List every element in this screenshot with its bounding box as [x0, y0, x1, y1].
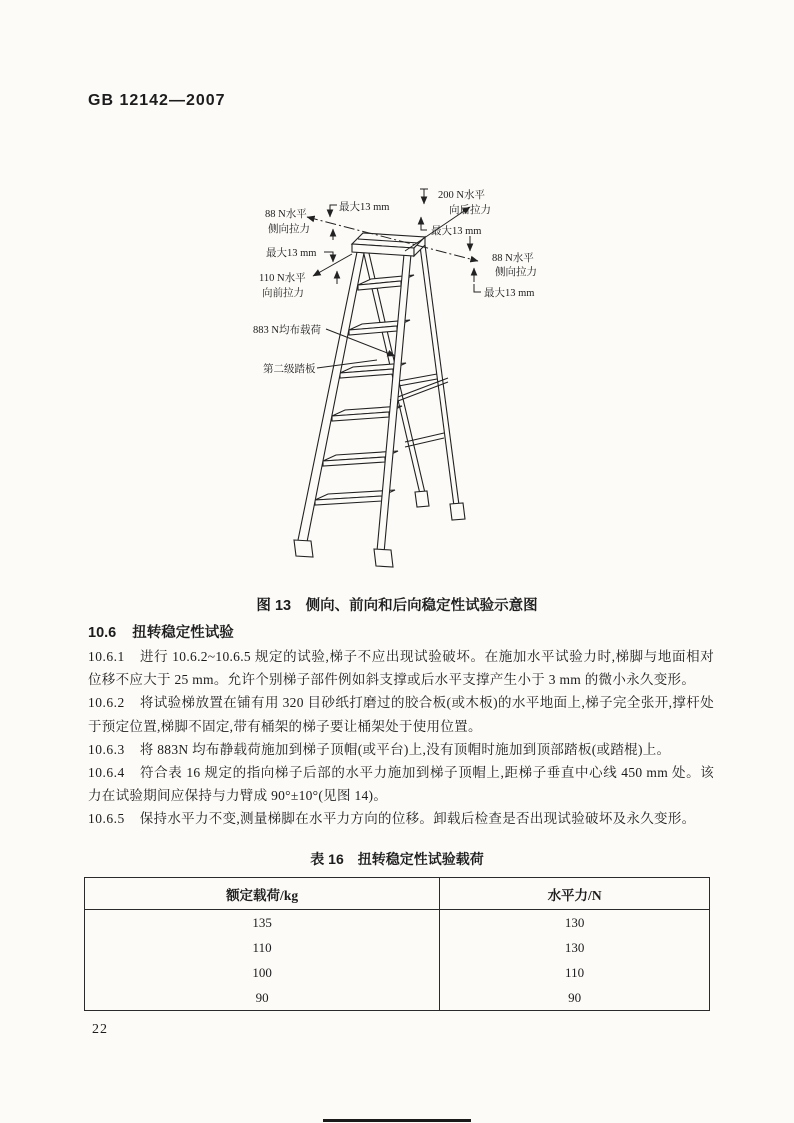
clause-text: 符合表 16 规定的指向梯子后部的水平力施加到梯子顶帽上,距梯子垂直中心线 450 mm 处。该力在试验期间应保持与力臂成 90°±10°(见图 14)。: [88, 765, 714, 804]
standard-code: GB 12142—2007: [88, 92, 226, 109]
column-header-horizontal-force: 水平力/N: [440, 878, 710, 910]
table-row: [85, 910, 710, 936]
clause-list: [88, 645, 714, 831]
clause-number: 10.6.2: [88, 695, 125, 711]
pull-front-label: 向前拉力: [262, 288, 304, 299]
load-883-label: 883 N均布载荷: [253, 325, 321, 336]
scan-artifact-mark: [323, 1119, 471, 1122]
clause-number: 10.6.4: [88, 765, 125, 781]
pull-back-label: 向后拉力: [449, 205, 491, 216]
section-number: 10.6: [88, 625, 117, 641]
horizontal-force-value: 130: [440, 935, 710, 960]
rated-load-value: 100: [252, 964, 272, 980]
rated-load-value: 135: [252, 914, 272, 930]
clause-number: 10.6.1: [88, 649, 125, 664]
horizontal-force-value: 110: [440, 960, 710, 985]
clause-paragraph: [88, 807, 714, 830]
table-row: [85, 960, 710, 985]
clause-text: 进行 10.6.2~10.6.5 规定的试验,梯子不应出现试验破坏。在施加水平试验力时,梯脚与地面相对位移不应大于 25 mm。允许个别梯子部件例如斜支撑或后水平支撑产生小于 3 mm 的微小永久变形。: [88, 649, 714, 688]
clause-number: 10.6.5: [88, 811, 125, 827]
pull-side-left-label: 侧向拉力: [268, 224, 310, 235]
clause-text: 将试验梯放置在铺有用 320 目砂纸打磨过的胶合板(或木板)的水平地面上,梯子完全张开,撑杆处于预定位置,梯脚不固定,带有桶架的梯子要让桶架处于使用位置。: [88, 695, 714, 734]
max13-label: 最大13 mm: [266, 248, 317, 259]
rated-load-value: 110: [252, 939, 272, 955]
horizontal-force-value: 130: [440, 910, 710, 936]
table-16-torsional-stability-loads: [84, 877, 710, 1011]
pull-side-right-label: 88 N水平: [492, 253, 534, 264]
table-header-row: [85, 878, 710, 910]
page-number: 22: [92, 1022, 108, 1037]
table-row: [85, 985, 710, 1011]
clause-paragraph: [88, 691, 714, 737]
pull-side-left-label: 88 N水平: [265, 209, 307, 220]
clause-paragraph: [88, 645, 714, 691]
section-title: 扭转稳定性试验: [132, 625, 234, 641]
clause-text: 将 883N 均布静载荷施加到梯子顶帽(或平台)上,没有顶帽时施加到顶部踏板(或踏棍)上。: [139, 741, 671, 757]
pull-back-label: 200 N水平: [438, 190, 485, 201]
column-header-rated-load: 额定载荷/kg: [85, 878, 440, 910]
pull-front-label: 110 N水平: [259, 273, 306, 284]
clause-text: 保持水平力不变,测量梯脚在水平力方向的位移。卸载后检查是否出现试验破坏及永久变形。: [139, 811, 696, 827]
rated-load-value: 90: [255, 989, 269, 1005]
max13-label: 最大13 mm: [484, 288, 535, 299]
max13-label: 最大13 mm: [339, 202, 390, 213]
figure-caption: 图 13 侧向、前向和后向稳定性试验示意图: [256, 598, 538, 614]
horizontal-force-value: 90: [440, 985, 710, 1011]
second-step-label: 第二级踏板: [263, 364, 316, 375]
clause-paragraph: [88, 761, 714, 807]
table-caption: 表 16 扭转稳定性试验载荷: [310, 851, 484, 867]
max13-label: 最大13 mm: [431, 226, 482, 237]
section-heading: [88, 621, 234, 642]
clause-number: 10.6.3: [88, 741, 125, 757]
figure-13-stepladder-diagram: [237, 172, 557, 592]
pull-side-right-label: 侧向拉力: [495, 267, 537, 278]
clause-paragraph: [88, 738, 714, 761]
table-row: [85, 935, 710, 960]
